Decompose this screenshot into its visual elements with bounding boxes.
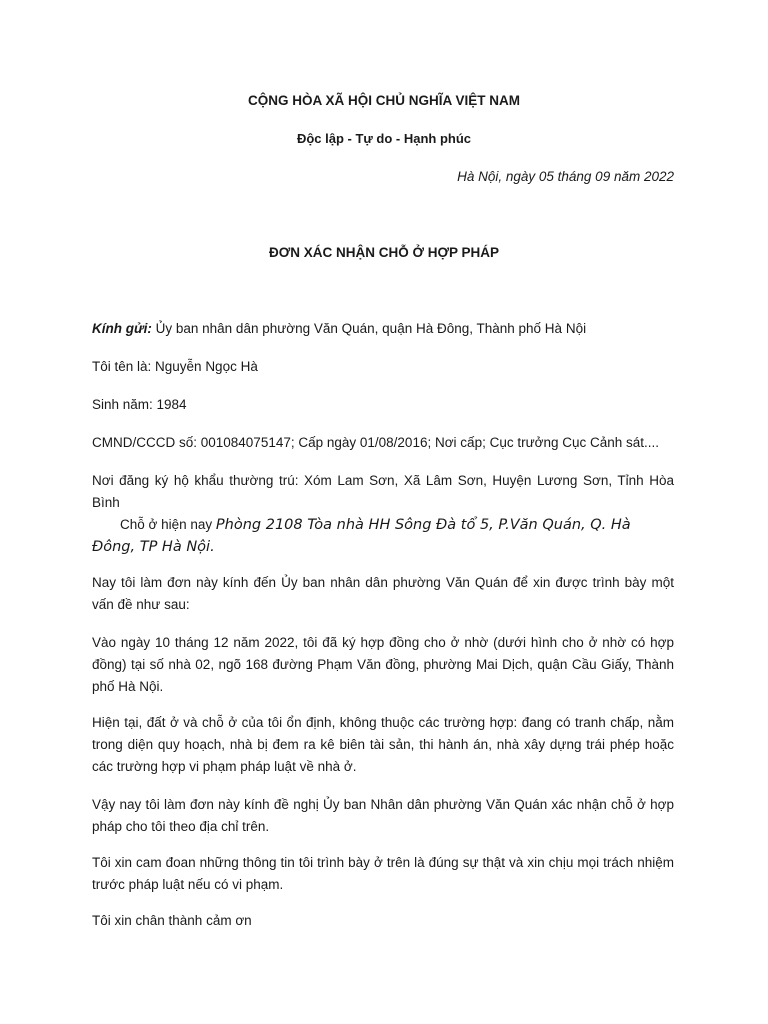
birth-year-field: Sinh năm: 1984 xyxy=(92,397,187,412)
paragraph-1: Nay tôi làm đơn này kính đến Ủy ban nhân dân phường Văn Quán để xin được trình bày một vấn đề như sau: xyxy=(92,575,674,612)
paragraph-5: Tôi xin cam đoan những thông tin tôi trình bày ở trên là đúng sự thật và xin chịu mọi trách nhiệm trước pháp luật nếu có vi phạm. xyxy=(92,855,674,892)
recipient-line xyxy=(92,318,586,340)
current-address-label: Chỗ ở hiện nay xyxy=(120,517,216,532)
name-field: Tôi tên là: Nguyễn Ngọc Hà xyxy=(92,359,258,374)
motto: Độc lập - Tự do - Hạnh phúc xyxy=(296,131,472,146)
place-date: Hà Nội, ngày 05 tháng 09 năm 2022 xyxy=(457,169,674,184)
paragraph-3: Hiện tại, đất ở và chỗ ở của tôi ổn định, không thuộc các trường hợp: đang có tranh chấp, nằm trong diện quy hoạch, nhà bị đem ra kê biên tài sản, thi hành án, nhà xây dựng trái phép hoặc các trường hợp vi phạm pháp luật về nhà ở. xyxy=(92,715,674,774)
nation-heading: CỘNG HÒA XÃ HỘI CHỦ NGHĨA VIỆT NAM xyxy=(247,93,520,108)
residence-field: Nơi đăng ký hộ khẩu thường trú: Xóm Lam Sơn, Xã Lâm Sơn, Huyện Lương Sơn, Tỉnh Hòa Bình xyxy=(92,473,674,510)
current-address-value: Phòng 2108 Tòa nhà HH Sông Đà tổ 5, P.Văn Quán, Q. Hà Đông, TP Hà Nội. xyxy=(92,517,631,555)
paragraph-2: Vào ngày 10 tháng 12 năm 2022, tôi đã ký hợp đồng cho ở nhờ (dưới hình cho ở nhờ có hợp đồng) tại số nhà 02, ngõ 168 đường Phạm Văn đồng, phường Mai Dịch, quận Cầu Giấy, Thành phố Hà Nội. xyxy=(92,635,674,694)
document-title: ĐƠN XÁC NHẬN CHỖ Ở HỢP PHÁP xyxy=(268,245,500,260)
recipient-value: Ủy ban nhân dân phường Văn Quán, quận Hà Đông, Thành phố Hà Nội xyxy=(151,321,587,336)
id-field: CMND/CCCD số: 001084075147; Cấp ngày 01/08/2016; Nơi cấp; Cục trưởng Cục Cảnh sát.... xyxy=(92,435,660,450)
paragraph-4: Vậy nay tôi làm đơn này kính đề nghị Ủy ban Nhân dân phường Văn Quán xác nhận chỗ ở hợp pháp cho tôi theo địa chỉ trên. xyxy=(92,797,674,834)
recipient-label: Kính gửi: xyxy=(92,321,152,336)
current-address-field xyxy=(92,514,674,558)
paragraph-6: Tôi xin chân thành cảm ơn xyxy=(92,913,252,928)
